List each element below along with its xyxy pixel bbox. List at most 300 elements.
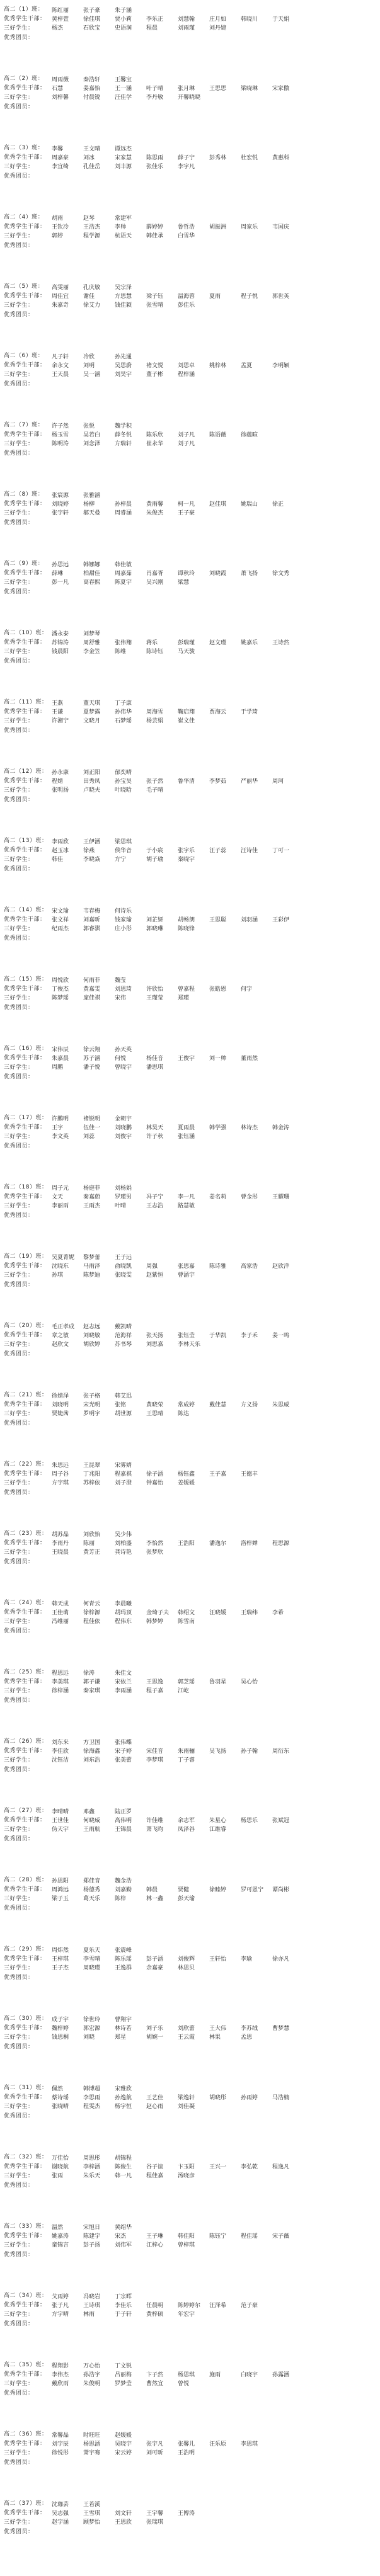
student-name: 孙梓晨: [115, 501, 132, 508]
student-name: 谢晓航: [52, 2164, 69, 2170]
student-name: 刘晓霞: [209, 571, 227, 577]
student-name: 刘昊宇: [115, 372, 132, 378]
name-row: [52, 717, 379, 726]
student-name: 张子凡: [52, 2303, 69, 2309]
name-row: [52, 1193, 379, 1202]
student-name: 李弘乾: [241, 2164, 258, 2170]
student-name: 张馨儿: [178, 2441, 195, 2448]
student-names: [52, 1669, 379, 1695]
student-names: [52, 1115, 379, 1141]
student-name: 周子元: [52, 1185, 69, 1192]
student-name: 韩学强: [209, 1125, 227, 1131]
section-header: [4, 1391, 48, 1428]
student-name: 潘子悦: [83, 1064, 101, 1071]
class-section: [4, 1391, 376, 1456]
student-name: 陈语薇: [209, 432, 227, 438]
student-name: 冯晓岩: [83, 2294, 101, 2300]
student-name: 程嘉祺: [115, 1471, 132, 1478]
student-name: 周晓瑾: [83, 1965, 101, 1971]
student-name: 周鹏: [52, 1064, 64, 1071]
student-name: 王一涵: [115, 86, 132, 92]
class-label: 高二（37）班：: [4, 2500, 48, 2507]
student-name: 王逸群: [115, 1965, 132, 1971]
student-name: 蒋乐: [146, 640, 158, 646]
section-header: [4, 1806, 48, 1844]
class-section: [4, 1737, 376, 1803]
student-names: [52, 630, 379, 656]
name-row: [52, 2102, 379, 2111]
award-category-label: 优秀学生干部：: [4, 1194, 46, 1200]
award-category-label: 三好学生：: [4, 926, 34, 932]
student-name: 张梦欣: [146, 1549, 164, 1556]
student-name: 张天扬: [146, 1333, 164, 1339]
class-section: [4, 490, 376, 556]
student-name: 张宸源: [52, 493, 69, 499]
award-category-label: 优秀学生干部：: [4, 1124, 46, 1131]
student-name: 龚诗艳: [115, 1549, 132, 1556]
student-name: 王思欣: [115, 2519, 132, 2526]
student-name: 王彩伊: [272, 917, 290, 923]
student-name: 王诗琪: [83, 2303, 101, 2309]
student-name: 薛婷婷: [146, 224, 164, 231]
award-category-label: 优秀学生干部：: [4, 2510, 46, 2516]
name-row: [52, 1054, 379, 1063]
name-row: [52, 223, 379, 232]
student-name: 曾悦: [178, 2381, 190, 2387]
student-name: 赵媛媛: [115, 2432, 132, 2439]
class-label: 高二（14）班：: [4, 907, 48, 913]
name-row: [52, 1262, 379, 1271]
student-name: 韩佳阳: [178, 2233, 195, 2240]
student-name: 杨柳: [83, 501, 95, 508]
student-name: 文天: [52, 1194, 64, 1200]
class-label: 高二（17）班：: [4, 1115, 48, 1121]
class-label: 高二（33）班：: [4, 2223, 48, 2230]
student-name: 刘俊辉: [178, 1956, 195, 1963]
student-name: 吴宗泽: [115, 285, 132, 291]
student-name: 刘晓: [83, 2034, 95, 2041]
student-name: 王诗然: [272, 640, 290, 646]
student-name: 吴少伟: [115, 1532, 132, 1538]
student-name: 孙思阳: [52, 1878, 69, 1884]
name-row: [52, 2440, 379, 2449]
name-row: [52, 708, 379, 717]
student-name: 刘子澄: [115, 1480, 132, 1486]
student-names: [52, 2431, 379, 2458]
name-row: [52, 353, 379, 362]
name-row: [52, 1461, 379, 1470]
student-name: 汪子蕊: [209, 848, 227, 854]
award-category-label: 优秀团员：: [4, 2113, 34, 2119]
student-name: 褚文悦: [146, 363, 164, 369]
student-name: 姜嘉怡: [83, 86, 101, 92]
student-name: 王锦晨: [115, 1827, 132, 1833]
student-names: [52, 2154, 379, 2180]
student-name: 吕丽梅: [115, 2372, 132, 2378]
student-name: 石欣宝: [83, 25, 101, 31]
student-name: 毛子晴: [146, 787, 164, 794]
student-name: 王子琳: [146, 2233, 164, 2240]
award-category-label: 优秀学生干部：: [4, 2025, 46, 2031]
class-label: 高二（3）班：: [4, 145, 44, 151]
student-name: 马浩楠: [272, 2095, 290, 2101]
student-name: 刘嘉勤: [115, 1887, 132, 1893]
name-row: [52, 2163, 379, 2172]
student-name: 俞晓凯: [115, 1263, 132, 1270]
student-name: 孙宝昊: [115, 778, 132, 785]
student-name: 赵佳琪: [209, 501, 227, 508]
student-name: 孙逸航: [115, 2095, 132, 2101]
student-names: [52, 2085, 379, 2111]
student-name: 宋家傲: [272, 86, 290, 92]
student-name: 曾嘉程: [178, 986, 195, 993]
student-name: 刘柏盛: [115, 1541, 132, 1547]
student-name: 李丹敏: [146, 94, 164, 101]
student-name: 石慧: [52, 86, 64, 92]
name-row: [52, 2024, 379, 2033]
student-name: 李晨曦: [115, 1601, 132, 1607]
name-row: [52, 2449, 379, 2458]
name-row: [52, 1253, 379, 1262]
section-header: [4, 1737, 48, 1775]
student-names: [52, 1946, 379, 1973]
name-row: [52, 925, 379, 933]
class-label: 高二（30）班：: [4, 2015, 48, 2022]
award-category-label: 优秀学生干部：: [4, 639, 46, 646]
student-name: 陈达: [178, 1411, 190, 1417]
student-name: 张震峰: [115, 1947, 132, 1954]
student-name: 杨思涵: [83, 2441, 101, 2448]
student-name: 魏学积: [115, 423, 132, 430]
student-name: 胡玛顶: [115, 1610, 132, 1616]
class-label: 高二（35）班：: [4, 2362, 48, 2368]
student-name: 夏梦露: [83, 709, 101, 715]
name-row: [52, 916, 379, 925]
student-name: 陈乐瑶: [115, 1956, 132, 1963]
student-name: 赵心雨: [146, 2104, 164, 2110]
student-name: 于天娟: [272, 16, 290, 23]
award-category-label: 三好学生：: [4, 1965, 34, 1971]
name-row: [52, 786, 379, 795]
student-name: 于学琦: [241, 709, 258, 715]
name-row: [52, 2172, 379, 2180]
student-name: 刘杨娟: [115, 1185, 132, 1192]
award-category-label: 优秀学生干部：: [4, 431, 46, 438]
student-name: 郑佳音: [83, 1878, 101, 1884]
student-name: 刘子凡: [178, 432, 195, 438]
class-section: [4, 1321, 376, 1387]
student-name: 徐亦凡: [272, 1956, 290, 1963]
award-category-label: 优秀团员：: [4, 1767, 34, 1773]
student-name: 李馨: [52, 146, 64, 152]
student-name: 洛梓婵: [241, 1541, 258, 1547]
award-category-label: 优秀团员：: [4, 2182, 34, 2189]
student-name: 梁慧: [178, 579, 190, 586]
student-name: 刘晓婷: [52, 501, 69, 508]
student-name: 黄梓硕: [146, 2311, 164, 2318]
student-name: 张雨: [52, 2173, 64, 2179]
award-category-label: 优秀学生干部：: [4, 709, 46, 715]
student-name: 胡苏晶: [52, 1532, 69, 1538]
award-category-label: 优秀学生干部：: [4, 293, 46, 299]
student-name: 戈雨婷: [52, 2294, 69, 2300]
student-name: 朱星心: [209, 1818, 227, 1824]
student-name: 秦浩轩: [83, 77, 101, 83]
student-name: 范子豪: [241, 2303, 258, 2309]
student-name: 刘冰: [83, 155, 95, 161]
student-name: 王燕: [52, 700, 64, 707]
section-header: [4, 1321, 48, 1359]
student-names: [52, 6, 379, 33]
name-row: [52, 1410, 379, 1418]
name-row: [52, 2310, 379, 2319]
student-name: 林果: [209, 2034, 221, 2041]
award-category-label: 优秀团员：: [4, 1628, 34, 1634]
name-row: [52, 1617, 379, 1626]
name-row: [52, 1063, 379, 1072]
student-name: 年宏宇: [178, 2311, 195, 2318]
student-name: 萧飞扬: [241, 571, 258, 577]
section-header: [4, 836, 48, 874]
name-row: [52, 1609, 379, 1617]
award-category-label: 优秀学生干部：: [4, 2233, 46, 2239]
student-name: 韩一凡: [115, 2173, 132, 2179]
award-category-label: 优秀团员：: [4, 1697, 34, 1704]
student-name: 林一鑫: [146, 1896, 164, 1902]
class-section: [4, 2361, 376, 2426]
award-category-label: 优秀学生干部：: [4, 2441, 46, 2447]
student-name: 刘雨瑾: [178, 25, 195, 31]
class-section: [4, 213, 376, 278]
award-category-label: 优秀学生干部：: [4, 778, 46, 784]
student-name: 刘可昕: [146, 2450, 164, 2456]
name-row: [52, 2094, 379, 2102]
student-name: 吴夏菁妮: [52, 1255, 75, 1261]
student-name: 姚嘉涛: [52, 2233, 69, 2240]
student-name: 任晨明: [146, 2303, 164, 2309]
name-row: [52, 2362, 379, 2371]
student-name: 宋伟: [115, 995, 127, 1001]
student-name: 李乐正: [146, 16, 164, 23]
section-header: [4, 144, 44, 181]
student-name: 程思远: [52, 1670, 69, 1677]
student-name: 柯一凡: [178, 501, 195, 508]
award-category-label: 三好学生：: [4, 1896, 34, 1902]
student-name: 吴若白: [83, 432, 101, 438]
award-category-label: 优秀团员：: [4, 1282, 34, 1288]
award-category-label: 优秀学生干部：: [4, 1263, 46, 1269]
student-name: 林思贝: [178, 1965, 195, 1971]
award-category-label: 优秀学生干部：: [4, 986, 46, 992]
class-label: 高二（11）班：: [4, 699, 48, 705]
student-name: 李苏绒: [241, 2026, 258, 2032]
student-name: 陈明涛: [52, 441, 69, 447]
award-category-label: 优秀团员：: [4, 797, 34, 803]
student-name: 朱俊明: [83, 2381, 101, 2387]
name-row: [52, 2241, 379, 2250]
name-row: [52, 1895, 379, 1903]
student-name: 刘欣蕾: [178, 2026, 195, 2032]
award-category-label: 三好学生：: [4, 2381, 34, 2387]
student-name: 魏莹: [115, 977, 127, 984]
student-name: 彭一凡: [52, 579, 69, 586]
student-name: 贾婕茜: [52, 1411, 69, 1417]
student-name: 宋文瑜: [52, 908, 69, 915]
student-name: 佩然: [52, 2086, 64, 2092]
student-name: 方宇晴: [52, 2311, 69, 2318]
student-name: 曹梦慧: [272, 2026, 290, 2032]
name-row: [52, 2431, 379, 2440]
name-row: [52, 362, 379, 370]
name-row: [52, 1539, 379, 1548]
student-names: [52, 976, 379, 1003]
student-name: 韩晨: [146, 1887, 158, 1893]
name-row: [52, 1124, 379, 1132]
student-name: 许子然: [52, 423, 69, 430]
student-name: 杨德秀: [83, 1887, 101, 1893]
student-name: 马天骏: [178, 649, 195, 655]
award-category-label: 优秀团员：: [4, 2529, 34, 2535]
student-name: 徐子涵: [146, 1471, 164, 1478]
section-header: [4, 1114, 48, 1151]
student-name: 徐燕: [83, 848, 95, 854]
student-name: 史语润: [115, 25, 132, 31]
student-name: 董子彬: [146, 372, 164, 378]
student-name: 许鹏明: [52, 1116, 69, 1122]
award-category-label: 优秀团员：: [4, 727, 34, 734]
student-name: 杨佳音: [146, 1056, 164, 1062]
name-row: [52, 500, 379, 509]
section-header: [4, 1668, 48, 1706]
student-name: 周鸿远: [52, 1887, 69, 1893]
student-name: 宋旭日: [83, 2225, 101, 2231]
award-category-label: 三好学生：: [4, 2173, 34, 2179]
student-names: [52, 2500, 379, 2527]
award-category-label: 优秀学生干部：: [4, 847, 46, 853]
student-name: 黄惠科: [272, 155, 290, 161]
name-row: [52, 2033, 379, 2042]
class-label: 高二（6）班：: [4, 353, 44, 359]
section-header: [4, 1529, 48, 1567]
student-name: 余志军: [178, 1818, 195, 1824]
class-label: 高二（4）班：: [4, 214, 44, 220]
student-name: 刘丹婕: [209, 25, 227, 31]
award-category-label: 三好学生：: [4, 2034, 34, 2041]
name-row: [52, 162, 379, 171]
student-name: 李晴晴: [52, 1809, 69, 1815]
student-name: 李宜绮: [52, 164, 69, 170]
student-name: 郭世英: [272, 294, 290, 300]
student-name: 鲁哲浩: [178, 224, 195, 231]
award-category-label: 优秀学生干部：: [4, 1886, 46, 1893]
student-name: 李美琪: [52, 1679, 69, 1685]
student-name: 张伟翔: [115, 640, 132, 646]
student-name: 吴飞扬: [209, 1748, 227, 1755]
student-name: 金朝宇: [115, 1116, 132, 1122]
class-label: 高二（21）班：: [4, 1392, 48, 1398]
student-name: 陈雪南: [178, 1619, 195, 1625]
student-name: 周悦欣: [52, 977, 69, 984]
student-name: 王馨宝: [115, 77, 132, 83]
name-row: [52, 569, 379, 578]
student-name: 赵文瑾: [209, 640, 227, 646]
student-name: 赵欣文: [52, 1342, 69, 1348]
name-row: [52, 2223, 379, 2232]
student-name: 施雨: [209, 2372, 221, 2378]
student-name: 张悦: [83, 423, 95, 430]
student-name: 王瑞纬: [241, 1610, 258, 1616]
class-label: 高二（20）班：: [4, 1323, 48, 1329]
award-category-label: 优秀团员：: [4, 450, 34, 457]
student-name: 丁可一: [272, 848, 290, 854]
student-name: 朱思威: [272, 1402, 290, 1408]
award-category-label: 优秀学生干部：: [4, 224, 46, 230]
student-name: 陈钰宁: [209, 2233, 227, 2240]
student-name: 李伟杰: [52, 2372, 69, 2378]
student-name: 陈诗钰: [146, 649, 164, 655]
student-name: 汪佳学: [115, 94, 132, 101]
student-name: 丁兆阳: [83, 1471, 101, 1478]
student-names: [52, 422, 379, 448]
student-name: 薛冬悦: [115, 432, 132, 438]
student-name: 徐艾力: [83, 302, 101, 309]
class-section: [4, 1183, 376, 1248]
award-category-label: 优秀团员：: [4, 520, 34, 526]
student-name: 黄晓荣: [146, 1402, 164, 1408]
student-name: 徐蕴暄: [241, 432, 258, 438]
class-section: [4, 767, 376, 833]
student-name: 宋云婷: [115, 2450, 132, 2456]
student-name: 张宇凡: [146, 2441, 164, 2448]
name-row: [52, 1046, 379, 1054]
class-label: 高二（12）班：: [4, 768, 48, 775]
student-name: 刘一帅: [209, 1056, 227, 1062]
student-name: 万佳怡: [52, 2155, 69, 2162]
name-row: [52, 440, 379, 448]
name-row: [52, 1401, 379, 1410]
student-name: 郁奕晴: [115, 770, 132, 776]
class-label: 高二（1）班：: [4, 6, 44, 13]
student-name: 黄梓萱: [52, 16, 69, 23]
student-name: 卢晓夫: [83, 787, 101, 794]
student-name: 孙思远: [52, 562, 69, 568]
student-name: 王博涛: [178, 2510, 195, 2517]
student-name: 林诗杰: [241, 1125, 258, 1131]
student-name: 谷子谊: [146, 2164, 164, 2170]
student-name: 朱俊杰: [146, 510, 164, 516]
student-name: 郭婷: [52, 233, 64, 239]
award-category-label: 三好学生：: [4, 1411, 34, 1417]
student-name: 张晓雯: [115, 1272, 132, 1279]
student-name: 苏子涵: [83, 1056, 101, 1062]
award-category-label: 三好学生：: [4, 2450, 34, 2456]
student-name: 王文晴: [83, 146, 101, 152]
student-name: 贾健: [178, 1887, 190, 1893]
student-name: 鞠启翔: [178, 709, 195, 715]
name-row: [52, 855, 379, 864]
class-section: [4, 629, 376, 694]
student-name: 余永文: [52, 363, 69, 369]
award-category-label: 三好学生：: [4, 857, 34, 863]
student-name: 叶子晴: [146, 86, 164, 92]
class-section: [4, 698, 376, 763]
student-name: 谭远杰: [115, 146, 132, 152]
student-name: 赵欣洋: [272, 1263, 290, 1270]
student-name: 王艺佳: [146, 2095, 164, 2101]
student-name: 胡婉一: [146, 2034, 164, 2041]
student-name: 刘子凡: [178, 441, 195, 447]
student-name: 罗瑾男: [115, 1194, 132, 1200]
